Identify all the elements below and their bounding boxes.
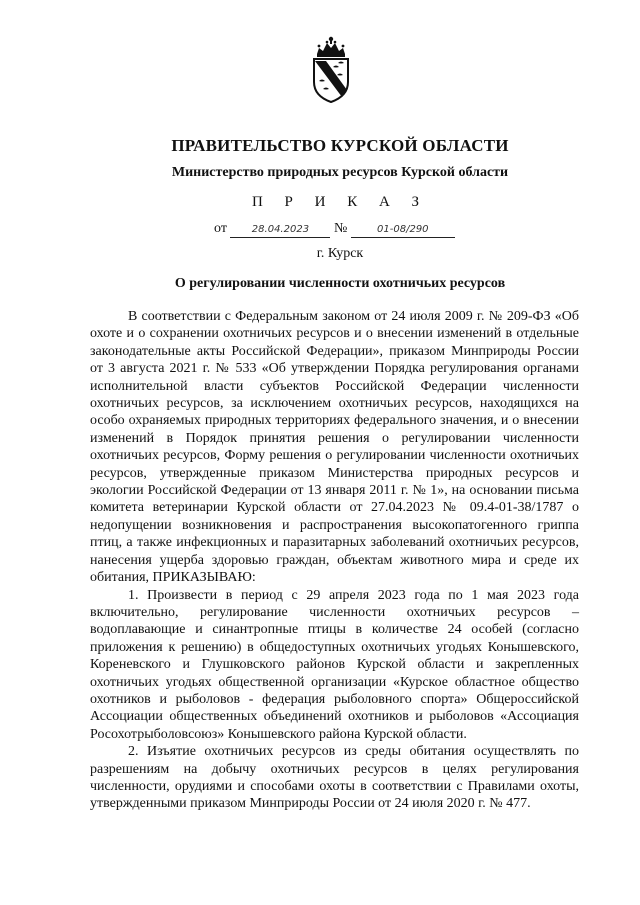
order-date-number-line [214,221,455,238]
item-2-paragraph: 2. Изъятие охотничьих ресурсов из среды обитания осуществлять по разрешениям на добычу охотничьих ресурсов в целях регулирования численности, орудиями и способами охоты в соответствии с Правилами охоты, утвержденными приказом Минприроды России от 24 июля 2020 г. № 477. [90,744,579,812]
preamble-paragraph: В соответствии с Федеральным законом от 24 июля 2009 г. № 209-ФЗ «Об охоте и о сохранении охотничьих ресурсов и о внесении изменений в отдельные законодательные акты Российской Федерации», приказом Минприроды России от 3 августа 2021 г. № 533 «Об утверждении Порядка регулирования органами исполнительной власти субъектов Российской Федерации численности охотничьих ресурсов, за исключением охотничьих ресурсов, находящихся на особо охраняемых природных территориях федерального значения, и о внесении изменений в Порядок принятия решения о регулировании численности охотничьих ресурсов, Форму решения о регулировании численности охотничьих ресурсов, утвержденные приказом Министерства природных ресурсов и экологии Российской Федерации от 13 января 2011 г. № 1», на основании письма комитета ветеринарии Курской области от 27.04.2023 № 09.4-01-38/1787 о недопущении возникновения и распространения высокопатогенного гриппа птиц, а также инфекционных и паразитарных заболеваний охотничьих ресурсов, нанесения ущерба здоровью граждан, объектам животного мира и среде их обитания, ПРИКАЗЫВАЮ: [90,309,579,586]
order-body [90,308,579,813]
city: г. Курск [316,246,364,261]
number-label: № [333,221,348,236]
order-subject: О регулировании численности охотничьих ресурсов [174,276,506,291]
item-1-paragraph: 1. Произвести в период с 29 апреля 2023 года по 1 мая 2023 года включительно, регулирование численности охотничьих ресурсов – водоплавающие и синантропные птицы в количестве 24 особей (согласно приложения к решению) в общедоступных охотничьих угодьях Конышевского, Кореневского и Глушковского районов Курской области и закрепленных охотничьих угодьях общественной организации «Курское областное общество охотников и рыболовов - федерация рыболовного спорта» Общероссийской Ассоциации общественных объединений охотников и рыболовов «Ассоциация Росохотрыболовсоюз» Конышевского района Курской области. [90,587,579,742]
organization-title: ПРАВИТЕЛЬСТВО КУРСКОЙ ОБЛАСТИ [171,136,509,155]
ministry-name: Министерство природных ресурсов Курской области [171,165,509,180]
document-type: П Р И К А З [251,194,429,210]
order-number-handwritten: 01-08/290 [351,223,455,238]
date-label: от [214,221,227,236]
order-date-handwritten: 28.04.2023 [230,223,330,238]
coat-of-arms-emblem [306,34,356,104]
